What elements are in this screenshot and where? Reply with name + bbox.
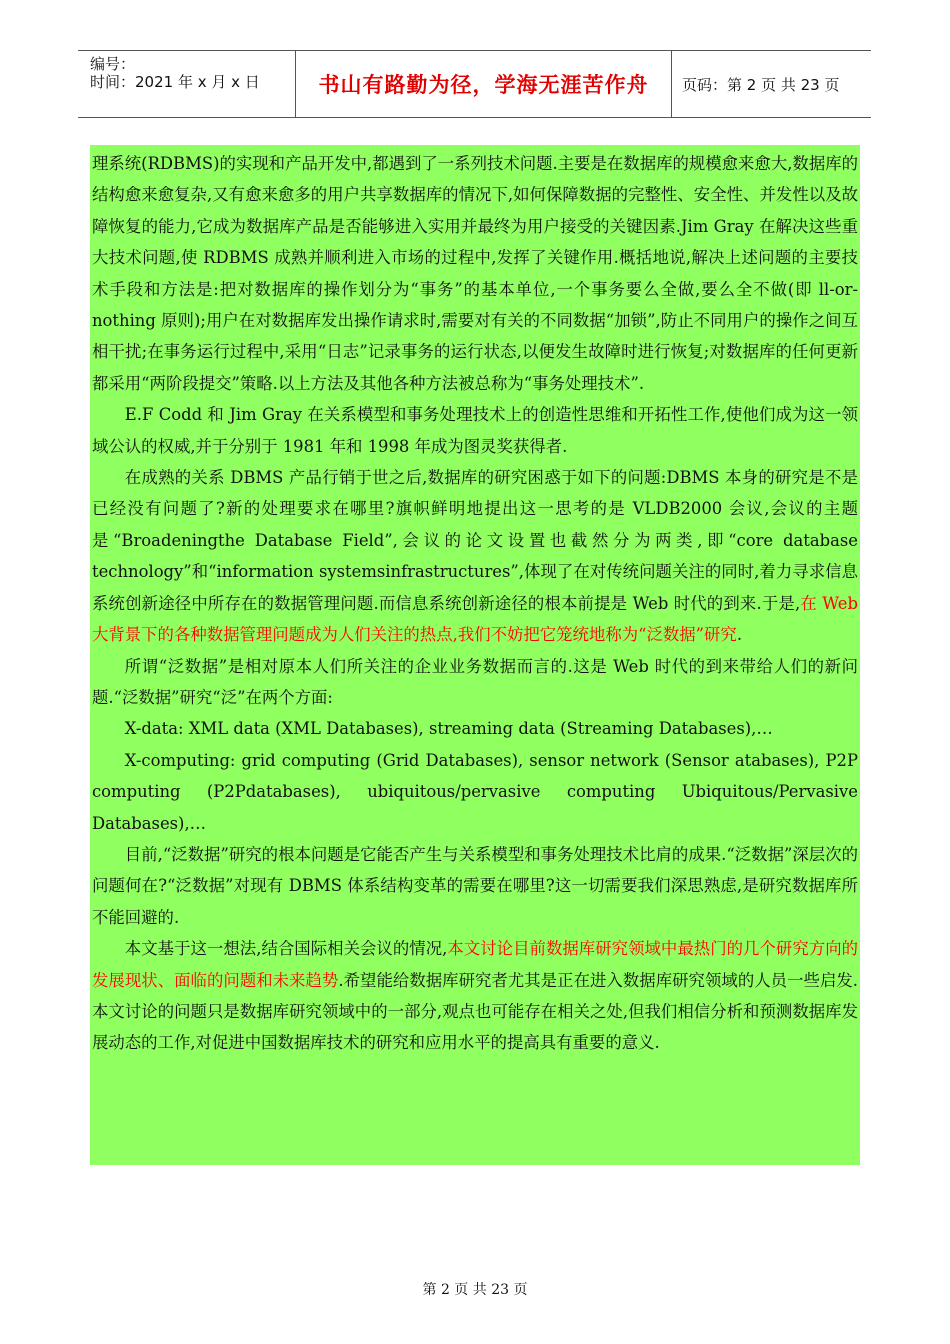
paragraph-8-end: .希望能给数据库研究者尤其是正在进入数据库研究领域的人员一些启发.本文讨论的问题只是数据库研究领域中的一部分,观点也可能存在相关之处,但我们相信分析和预测数据库发展动态的工作,对促进中国数据库技术的研究和应用水平的提高具有重要的意义. xyxy=(92,970,858,1053)
paragraph-4: 所谓“泛数据”是相对原本人们所关注的企业业务数据而言的.这是 Web 时代的到来带给人们的新问题.“泛数据”研究“泛”在两个方面: xyxy=(92,656,858,707)
time-label: 时间：2021 年 x 月 x 日 xyxy=(90,73,260,91)
document-body xyxy=(90,145,860,1165)
header-page-info: 页码：第 2 页 共 23 页 xyxy=(682,75,840,94)
header-meta xyxy=(78,51,296,117)
paragraph-8-highlight: 本文讨论目前数据库研究领域中最热门的几个研究方向的发展现状、面临的问题和未来趋势 xyxy=(92,939,859,990)
paragraph-1: 理系统(RDBMS)的实现和产品开发中,都遇到了一系列技术问题.主要是在数据库的规模愈来愈大,数据库的结构愈来愈复杂,又有愈来愈多的用户共享数据库的情况下,如何保障数据的完整性、安全性、并发性以及故障恢复的能力,它成为数据库产品是否能够进入实用并最终为用户接受的关键因素.Jim Gray 在解决这些重大技术问题,使 RDBMS 成熟并顺利进入市场的过程中,发挥了关键作用.概括地说,解决上述问题的主要技术手段和方法是:把对数据库的操作划分为“事务”的基本单位,一个事务要么全做,要么全不做(即 ll-or-nothing 原则);用户在对数据库发出操作请求时,需要对有关的不同数据“加锁”,防止不同用户的操作之间互相干扰;在事务运行过程中,采用“日志”记录事务的运行状态,以便发生故障时进行恢复;对数据库的任何更新都采用“两阶段提交”策略.以上方法及其他各种方法被总称为“事务处理技术”. xyxy=(92,154,858,393)
paragraph-3-text: 在成熟的关系 DBMS 产品行销于世之后,数据库的研究困惑于如下的问题:DBMS 本身的研究是不是已经没有问题了?新的处理要求在哪里?旗帜鲜明地提出这一思考的是 VLDB2000 会议,会议的主题是“Broadeningthe Database Field”,会议的论文设置也截然分为两类,即“core database technology”和“information systemsinfrastructures”,体现了在对传统问题关注的同时,着力寻求信息系统创新途径中所存在的数据管理问题.而信息系统创新途径的根本前提是 Web 时代的到来.于是, xyxy=(92,468,858,613)
paragraph-3 xyxy=(92,462,858,650)
paragraph-3-highlight: 在 Web 大背景下的各种数据管理问题成为人们关注的热点,我们不妨把它笼统地称为“泛数据”研究 xyxy=(92,593,858,645)
paragraph-3-end: . xyxy=(736,625,743,645)
number-label: 编号： xyxy=(90,55,136,73)
paragraph-8 xyxy=(92,933,858,1059)
page-header xyxy=(78,50,871,118)
paragraph-8-text: 本文基于这一想法,结合国际相关会议的情况, xyxy=(124,939,448,959)
paragraph-7: 目前,“泛数据”研究的根本问题是它能否产生与关系模型和事务处理技术比肩的成果.“泛数据”深层次的问题何在?“泛数据”对现有 DBMS 体系结构变革的需要在哪里?这一切需要我们深思熟虑,是研究数据库所不能回避的. xyxy=(92,844,858,927)
page-footer: 第 2 页 共 23 页 xyxy=(422,1282,528,1298)
header-motto: 书山有路勤为径，学海无涯苦作舟 xyxy=(296,51,672,117)
paragraph-5: X-data: XML data (XML Databases), streaming data (Streaming Databases),… xyxy=(124,719,773,739)
paragraph-2: E.F Codd 和 Jim Gray 在关系模型和事务处理技术上的创造性思维和开拓性工作,使他们成为这一领域公认的权威,并于分别于 1981 年和 1998 年成为图灵奖获得者. xyxy=(92,405,858,456)
paragraph-6: X-computing: grid computing (Grid Databases), sensor network (Sensor atabases), P2P computing (P2Pdatabases), ubiquitous/pervasive computing Ubiquitous/Pervasive Databases),… xyxy=(92,750,858,833)
